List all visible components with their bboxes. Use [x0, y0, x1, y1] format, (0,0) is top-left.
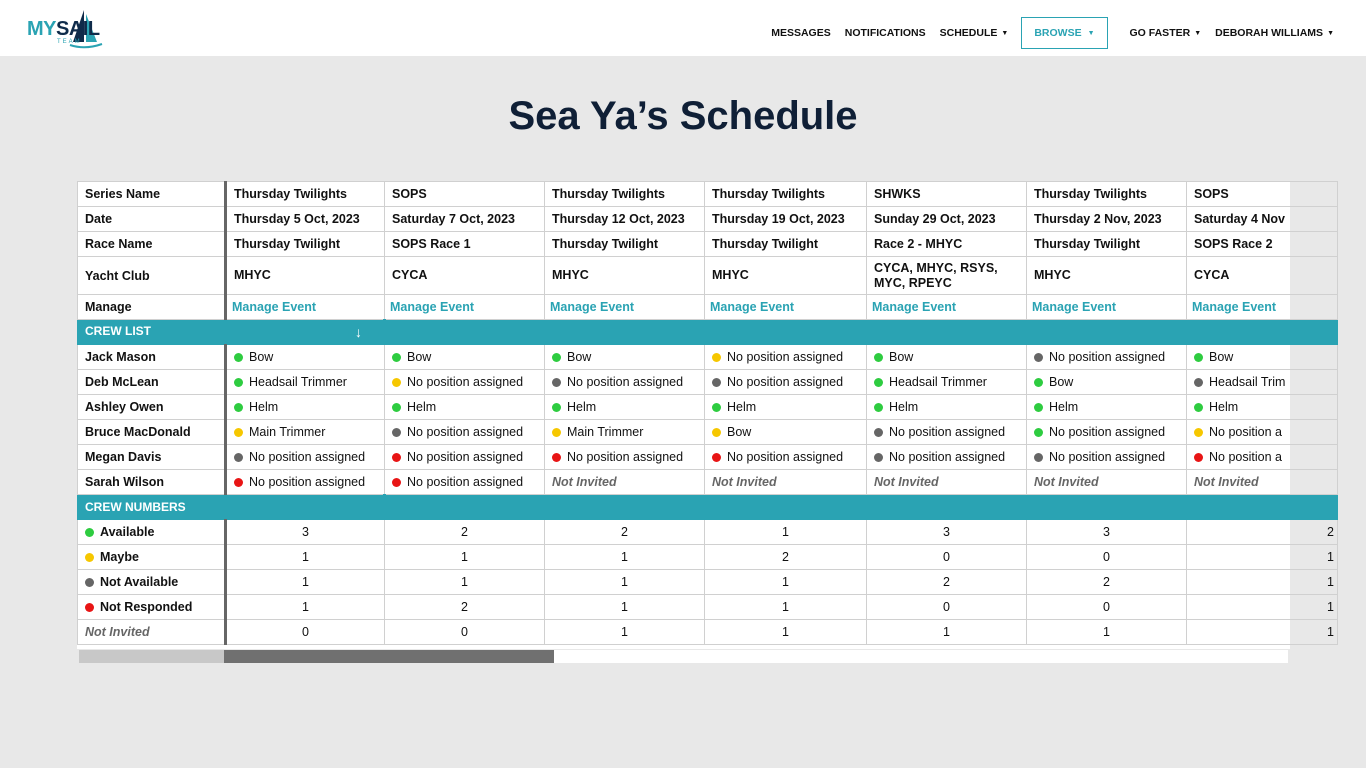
- crew-position-cell[interactable]: [385, 345, 545, 370]
- crew-position-cell[interactable]: [385, 370, 545, 395]
- crew-position-cell[interactable]: [545, 445, 705, 470]
- status-yellow-dot-icon: [1194, 428, 1203, 437]
- position-label: Helm: [1209, 400, 1239, 414]
- event-club-cell: CYCA: [1187, 257, 1338, 295]
- crew-position-cell[interactable]: [545, 370, 705, 395]
- position-label: Bow: [727, 425, 752, 439]
- position-label: No position assigned: [407, 475, 524, 489]
- crew-position-cell[interactable]: [1187, 445, 1338, 470]
- count-value: 1: [1027, 620, 1187, 645]
- count-label-cell: [78, 595, 226, 620]
- count-value: 1: [545, 570, 705, 595]
- status-green-dot-icon: [1034, 403, 1043, 412]
- not-invited-cell: Not Invited: [867, 470, 1027, 495]
- count-label: Not Responded: [100, 600, 193, 614]
- position-label: Headsail Trim: [1209, 375, 1286, 389]
- crew-position-cell[interactable]: [1187, 370, 1338, 395]
- nav-user-menu[interactable]: DEBORAH WILLIAMS ▼: [1215, 27, 1334, 39]
- status-grey-dot-icon: [392, 428, 401, 437]
- count-value: 2: [385, 520, 545, 545]
- nav-messages[interactable]: MESSAGES: [771, 27, 831, 39]
- position-label: No position assigned: [889, 450, 1006, 464]
- crew-member-name: Sarah Wilson: [78, 470, 226, 495]
- crew-numbers-header-fill: [385, 495, 1338, 520]
- event-date-row: [78, 207, 1338, 232]
- caret-down-icon: ▼: [1194, 29, 1202, 37]
- manage-event-link[interactable]: Manage Event: [545, 295, 705, 320]
- count-label-cell: [78, 520, 226, 545]
- count-value: 1: [705, 595, 867, 620]
- crew-member-row: [78, 445, 1338, 470]
- crew-list-header[interactable]: [78, 320, 385, 345]
- position-label: No position assigned: [727, 450, 844, 464]
- crew-member-name: Bruce MacDonald: [78, 420, 226, 445]
- crew-position-cell[interactable]: [226, 345, 385, 370]
- manage-event-link[interactable]: Manage Event: [1187, 295, 1338, 320]
- crew-position-cell[interactable]: [545, 345, 705, 370]
- event-series-cell: Thursday Twilights: [545, 182, 705, 207]
- status-red-dot-icon: [234, 478, 243, 487]
- logo-subtitle: TEAM: [57, 39, 82, 45]
- not-invited-cell: Not Invited: [705, 470, 867, 495]
- status-red-dot-icon: [1194, 453, 1203, 462]
- position-label: No position assigned: [1049, 450, 1166, 464]
- status-green-dot-icon: [874, 353, 883, 362]
- position-label: Bow: [1209, 350, 1234, 364]
- status-green-dot-icon: [1194, 353, 1203, 362]
- position-label: Bow: [249, 350, 274, 364]
- crew-position-cell[interactable]: [1187, 420, 1338, 445]
- crew-position-cell[interactable]: [705, 345, 867, 370]
- nav-notifications[interactable]: NOTIFICATIONS: [844, 27, 926, 39]
- count-value: 1: [705, 570, 867, 595]
- schedule-table: [77, 181, 1338, 645]
- scrollbar-thumb[interactable]: [224, 650, 554, 663]
- position-label: No position assigned: [727, 350, 844, 364]
- count-value: 1: [1187, 595, 1338, 620]
- crew-count-row: [78, 520, 1338, 545]
- event-race-cell: Thursday Twilight: [1027, 232, 1187, 257]
- position-label: No position assigned: [407, 450, 524, 464]
- crew-count-row: [78, 595, 1338, 620]
- crew-count-row: [78, 620, 1338, 645]
- position-label: Bow: [407, 350, 432, 364]
- crew-list-header-row: [78, 320, 1338, 345]
- count-label-cell: [78, 570, 226, 595]
- position-label: Helm: [889, 400, 919, 414]
- crew-position-cell[interactable]: [1027, 345, 1187, 370]
- crew-member-name: Ashley Owen: [78, 395, 226, 420]
- status-yellow-dot-icon: [234, 428, 243, 437]
- crew-position-cell[interactable]: [385, 420, 545, 445]
- event-club-cell: MHYC: [705, 257, 867, 295]
- not-invited-cell: Not Invited: [545, 470, 705, 495]
- count-value: 1: [1187, 570, 1338, 595]
- crew-position-cell[interactable]: [1027, 395, 1187, 420]
- crew-member-name: Megan Davis: [78, 445, 226, 470]
- status-green-dot-icon: [234, 353, 243, 362]
- crew-position-cell[interactable]: [385, 395, 545, 420]
- status-green-dot-icon: [1034, 378, 1043, 387]
- crew-member-row: [78, 345, 1338, 370]
- scrollbar-frozen-track: [79, 650, 224, 663]
- count-value: 2: [385, 595, 545, 620]
- count-value: 1: [705, 620, 867, 645]
- status-green-dot-icon: [874, 378, 883, 387]
- count-value: 0: [867, 595, 1027, 620]
- crew-member-row: [78, 420, 1338, 445]
- count-label: Available: [100, 525, 155, 539]
- count-label: Maybe: [100, 550, 139, 564]
- status-grey-dot-icon: [712, 378, 721, 387]
- count-value: 1: [1187, 545, 1338, 570]
- status-yellow-dot-icon: [85, 553, 94, 562]
- count-value: 1: [226, 570, 385, 595]
- event-date-cell: Saturday 7 Oct, 2023: [385, 207, 545, 232]
- position-label: Helm: [567, 400, 597, 414]
- crew-count-row: [78, 570, 1338, 595]
- event-date-cell: Saturday 4 Nov: [1187, 207, 1338, 232]
- event-date-cell: Sunday 29 Oct, 2023: [867, 207, 1027, 232]
- crew-list-label: CREW LIST: [85, 324, 151, 338]
- count-value: 2: [545, 520, 705, 545]
- nav-go-faster[interactable]: GO FASTER ▼: [1129, 27, 1202, 39]
- status-green-dot-icon: [1034, 428, 1043, 437]
- position-label: No position assigned: [249, 450, 366, 464]
- position-label: No position assigned: [889, 425, 1006, 439]
- event-manage-row: [78, 295, 1338, 320]
- event-series-row: [78, 182, 1338, 207]
- count-value: 1: [385, 545, 545, 570]
- manage-event-link[interactable]: Manage Event: [1027, 295, 1187, 320]
- nav-schedule[interactable]: SCHEDULE ▼: [939, 27, 1009, 39]
- event-club-row: [78, 257, 1338, 295]
- position-label: No position a: [1209, 450, 1282, 464]
- event-race-cell: Thursday Twilight: [226, 232, 385, 257]
- event-club-cell: MHYC: [545, 257, 705, 295]
- status-green-dot-icon: [85, 528, 94, 537]
- status-grey-dot-icon: [874, 428, 883, 437]
- event-series-cell: SOPS: [1187, 182, 1338, 207]
- status-yellow-dot-icon: [712, 353, 721, 362]
- crew-count-row: [78, 545, 1338, 570]
- crew-position-cell[interactable]: [1187, 395, 1338, 420]
- status-green-dot-icon: [392, 403, 401, 412]
- crew-numbers-header-row: [78, 495, 1338, 520]
- count-value: 1: [1187, 620, 1338, 645]
- position-label: Helm: [727, 400, 757, 414]
- not-invited-cell: Not Invited: [1027, 470, 1187, 495]
- position-label: No position assigned: [249, 475, 366, 489]
- page-title: Sea Ya’s Schedule: [508, 94, 858, 138]
- position-label: Bow: [1049, 375, 1074, 389]
- status-green-dot-icon: [874, 403, 883, 412]
- count-value: 1: [867, 620, 1027, 645]
- crew-position-cell[interactable]: [545, 395, 705, 420]
- count-value: 2: [1027, 570, 1187, 595]
- count-value: 3: [226, 520, 385, 545]
- count-label: Not Available: [100, 575, 179, 589]
- crew-position-cell[interactable]: [867, 445, 1027, 470]
- manage-row-label: Manage: [78, 295, 226, 320]
- position-label: No position assigned: [727, 375, 844, 389]
- mysail-logo[interactable]: [27, 8, 107, 48]
- event-date-cell: Thursday 2 Nov, 2023: [1027, 207, 1187, 232]
- crew-position-cell[interactable]: [1027, 370, 1187, 395]
- crew-position-cell[interactable]: [385, 445, 545, 470]
- crew-position-cell[interactable]: [705, 445, 867, 470]
- club-row-label: Yacht Club: [78, 257, 226, 295]
- position-label: No position assigned: [407, 375, 524, 389]
- manage-event-link[interactable]: Manage Event: [705, 295, 867, 320]
- crew-position-cell[interactable]: [226, 445, 385, 470]
- race-row-label: Race Name: [78, 232, 226, 257]
- event-race-cell: SOPS Race 2: [1187, 232, 1338, 257]
- series-row-label: Series Name: [78, 182, 226, 207]
- status-green-dot-icon: [552, 353, 561, 362]
- crew-member-row: [78, 370, 1338, 395]
- crew-member-row: [78, 395, 1338, 420]
- event-club-cell: MHYC: [1027, 257, 1187, 295]
- event-series-cell: Thursday Twilights: [705, 182, 867, 207]
- event-race-cell: SOPS Race 1: [385, 232, 545, 257]
- status-red-dot-icon: [392, 453, 401, 462]
- position-label: Helm: [1049, 400, 1079, 414]
- crew-member-row: [78, 470, 1338, 495]
- status-grey-dot-icon: [85, 578, 94, 587]
- crew-numbers-label: CREW NUMBERS: [85, 500, 186, 514]
- status-green-dot-icon: [712, 403, 721, 412]
- count-value: 1: [226, 545, 385, 570]
- not-invited-cell: Not Invited: [1187, 470, 1338, 495]
- count-value: 0: [385, 620, 545, 645]
- count-value: 0: [226, 620, 385, 645]
- status-grey-dot-icon: [1194, 378, 1203, 387]
- status-red-dot-icon: [552, 453, 561, 462]
- count-value: 3: [1027, 520, 1187, 545]
- nav-browse-button[interactable]: BROWSE ▼: [1021, 17, 1107, 49]
- sort-down-arrow-icon[interactable]: ↓: [355, 324, 362, 340]
- count-label: Not Invited: [78, 620, 226, 645]
- event-date-cell: Thursday 12 Oct, 2023: [545, 207, 705, 232]
- crew-position-cell[interactable]: [867, 345, 1027, 370]
- position-label: Bow: [889, 350, 914, 364]
- status-green-dot-icon: [392, 353, 401, 362]
- count-value: 1: [385, 570, 545, 595]
- position-label: No position assigned: [567, 450, 684, 464]
- count-label-cell: [78, 545, 226, 570]
- crew-member-name: Jack Mason: [78, 345, 226, 370]
- event-race-cell: Race 2 - MHYC: [867, 232, 1027, 257]
- crew-position-cell[interactable]: [705, 420, 867, 445]
- status-grey-dot-icon: [552, 378, 561, 387]
- position-label: Bow: [567, 350, 592, 364]
- count-value: 2: [867, 570, 1027, 595]
- position-label: No position a: [1209, 425, 1282, 439]
- event-club-cell: CYCA: [385, 257, 545, 295]
- nav-menu: [757, 17, 1334, 49]
- position-label: Main Trimmer: [249, 425, 326, 439]
- crew-position-cell[interactable]: [705, 395, 867, 420]
- event-date-cell: Thursday 5 Oct, 2023: [226, 207, 385, 232]
- crew-position-cell[interactable]: [226, 420, 385, 445]
- count-value: 0: [1027, 595, 1187, 620]
- event-race-cell: Thursday Twilight: [705, 232, 867, 257]
- status-red-dot-icon: [392, 478, 401, 487]
- event-club-cell: MHYC: [226, 257, 385, 295]
- count-value: 1: [705, 520, 867, 545]
- crew-position-cell[interactable]: [867, 370, 1027, 395]
- position-label: No position assigned: [567, 375, 684, 389]
- status-red-dot-icon: [712, 453, 721, 462]
- status-grey-dot-icon: [234, 453, 243, 462]
- status-grey-dot-icon: [874, 453, 883, 462]
- status-yellow-dot-icon: [712, 428, 721, 437]
- crew-position-cell[interactable]: [226, 470, 385, 495]
- event-race-row: [78, 232, 1338, 257]
- caret-down-icon: ▼: [1327, 29, 1334, 37]
- position-label: Helm: [407, 400, 437, 414]
- manage-event-link[interactable]: Manage Event: [385, 295, 545, 320]
- status-green-dot-icon: [234, 403, 243, 412]
- status-grey-dot-icon: [1034, 453, 1043, 462]
- event-series-cell: Thursday Twilights: [226, 182, 385, 207]
- status-green-dot-icon: [1194, 403, 1203, 412]
- logo-wordmark: MYSAIL: [27, 18, 100, 40]
- count-value: 0: [867, 545, 1027, 570]
- count-value: 2: [705, 545, 867, 570]
- count-value: 1: [545, 620, 705, 645]
- crew-position-cell[interactable]: [385, 470, 545, 495]
- status-green-dot-icon: [552, 403, 561, 412]
- crew-position-cell[interactable]: [226, 395, 385, 420]
- crew-position-cell[interactable]: [867, 420, 1027, 445]
- top-navbar: [0, 0, 1366, 56]
- crew-position-cell[interactable]: [1187, 345, 1338, 370]
- crew-position-cell[interactable]: [226, 370, 385, 395]
- status-yellow-dot-icon: [392, 378, 401, 387]
- position-label: No position assigned: [1049, 425, 1166, 439]
- crew-position-cell[interactable]: [1027, 445, 1187, 470]
- crew-list-header-fill: [385, 320, 1338, 345]
- event-race-cell: Thursday Twilight: [545, 232, 705, 257]
- count-value: 1: [545, 545, 705, 570]
- count-value: 3: [867, 520, 1027, 545]
- event-date-cell: Thursday 19 Oct, 2023: [705, 207, 867, 232]
- horizontal-scrollbar[interactable]: [79, 650, 1288, 663]
- date-row-label: Date: [78, 207, 226, 232]
- caret-down-icon: ▼: [1001, 29, 1009, 37]
- position-label: Headsail Trimmer: [889, 375, 987, 389]
- crew-position-cell[interactable]: [705, 370, 867, 395]
- position-label: Main Trimmer: [567, 425, 644, 439]
- crew-position-cell[interactable]: [1027, 420, 1187, 445]
- schedule-table-container[interactable]: [77, 181, 1334, 649]
- position-label: No position assigned: [407, 425, 524, 439]
- caret-down-icon: ▼: [1087, 29, 1095, 37]
- position-label: Headsail Trimmer: [249, 375, 347, 389]
- count-value: 2: [1187, 520, 1338, 545]
- event-series-cell: SHWKS: [867, 182, 1027, 207]
- position-label: No position assigned: [1049, 350, 1166, 364]
- manage-event-link[interactable]: Manage Event: [226, 295, 385, 320]
- count-value: 0: [1027, 545, 1187, 570]
- event-series-cell: SOPS: [385, 182, 545, 207]
- status-red-dot-icon: [85, 603, 94, 612]
- crew-member-name: Deb McLean: [78, 370, 226, 395]
- crew-position-cell[interactable]: [867, 395, 1027, 420]
- manage-event-link[interactable]: Manage Event: [867, 295, 1027, 320]
- status-yellow-dot-icon: [552, 428, 561, 437]
- crew-numbers-header: [78, 495, 385, 520]
- status-grey-dot-icon: [1034, 353, 1043, 362]
- event-series-cell: Thursday Twilights: [1027, 182, 1187, 207]
- count-value: 1: [226, 595, 385, 620]
- position-label: Helm: [249, 400, 279, 414]
- crew-position-cell[interactable]: [545, 420, 705, 445]
- status-green-dot-icon: [234, 378, 243, 387]
- event-club-cell: CYCA, MHYC, RSYS, MYC, RPEYC: [867, 257, 1027, 295]
- count-value: 1: [545, 595, 705, 620]
